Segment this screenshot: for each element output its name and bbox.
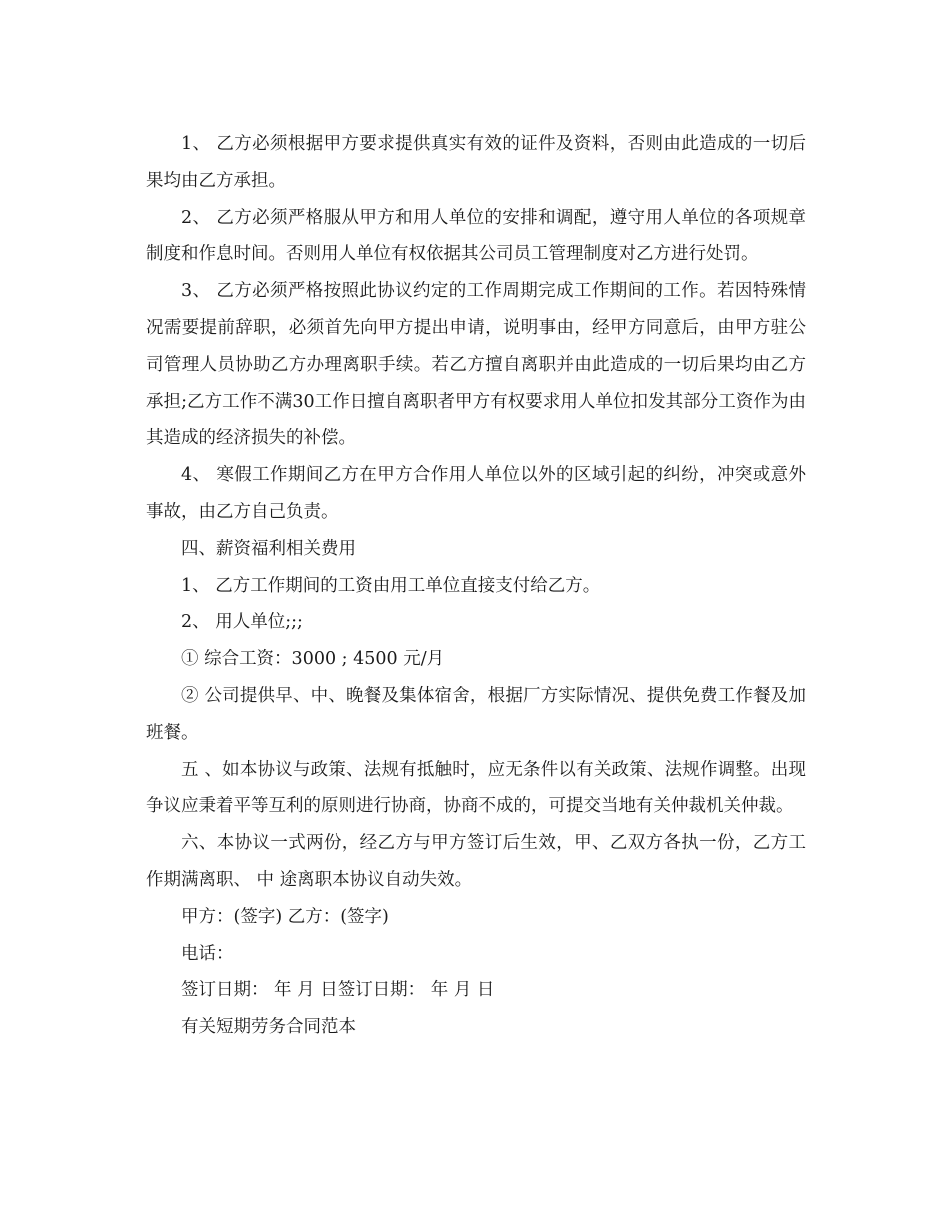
next-section-title: 有关短期劳务合同范本	[181, 1017, 356, 1038]
clause-4-disputes: 4、 寒假工作期间乙方在甲方合作用人单位以外的区域引起的纠纷，冲突或意外事故，由乙方自己负责。	[146, 465, 806, 522]
signature-line: 甲方：(签字) 乙方：(签字)	[181, 906, 389, 927]
salary-subitem-meals: ② 公司提供早、中、晚餐及集体宿舍，根据厂方实际情况、提供免费工作餐及加班餐。	[146, 685, 806, 743]
document-body	[146, 126, 806, 1046]
signing-date-line: 签订日期： 年 月 日签订日期： 年 月 日	[181, 980, 495, 1001]
salary-item-2: 2、 用人单位;;;	[181, 612, 303, 633]
salary-item-1: 1、 乙方工作期间的工资由用工单位直接支付给乙方。	[181, 575, 601, 596]
phone-line: 电话：	[181, 943, 234, 964]
salary-subitem-wage: ① 综合工资：3000 ; 4500 元/月	[181, 649, 445, 670]
clause-3-resignation: 3、 乙方必须严格按照此协议约定的工作周期完成工作期间的工作。若因特殊情况需要提前辞职，必须首先向甲方提出申请，说明事由，经甲方同意后，由甲方驻公司管理人员协助乙方办理离职手续。若乙方擅自离职并由此造成的一切后果均由乙方承担;乙方工作不满30工作日擅自离职者甲方有权要求用人单位扣发其部分工资作为由其造成的经济损失的补偿。	[146, 281, 806, 449]
section-heading-salary: 四、薪资福利相关费用	[181, 538, 356, 559]
clause-1-documents: 1、 乙方必须根据甲方要求提供真实有效的证件及资料，否则由此造成的一切后果均由乙方承担。	[146, 134, 806, 191]
section-six-validity: 六、本协议一式两份，经乙方与甲方签订后生效，甲、乙双方各执一份，乙方工作期满离职、 中 途离职本协议自动失效。	[146, 833, 806, 890]
clause-2-obedience: 2、 乙方必须严格服从甲方和用人单位的安排和调配，遵守用人单位的各项规章制度和作息时间。否则用人单位有权依据其公司员工管理制度对乙方进行处罚。	[146, 207, 806, 265]
section-five-policy: 五 、如本协议与政策、法规有抵触时，应无条件以有关政策、法规作调整。出现争议应秉着平等互利的原则进行协商，协商不成的，可提交当地有关仲裁机关仲裁。	[146, 759, 806, 817]
